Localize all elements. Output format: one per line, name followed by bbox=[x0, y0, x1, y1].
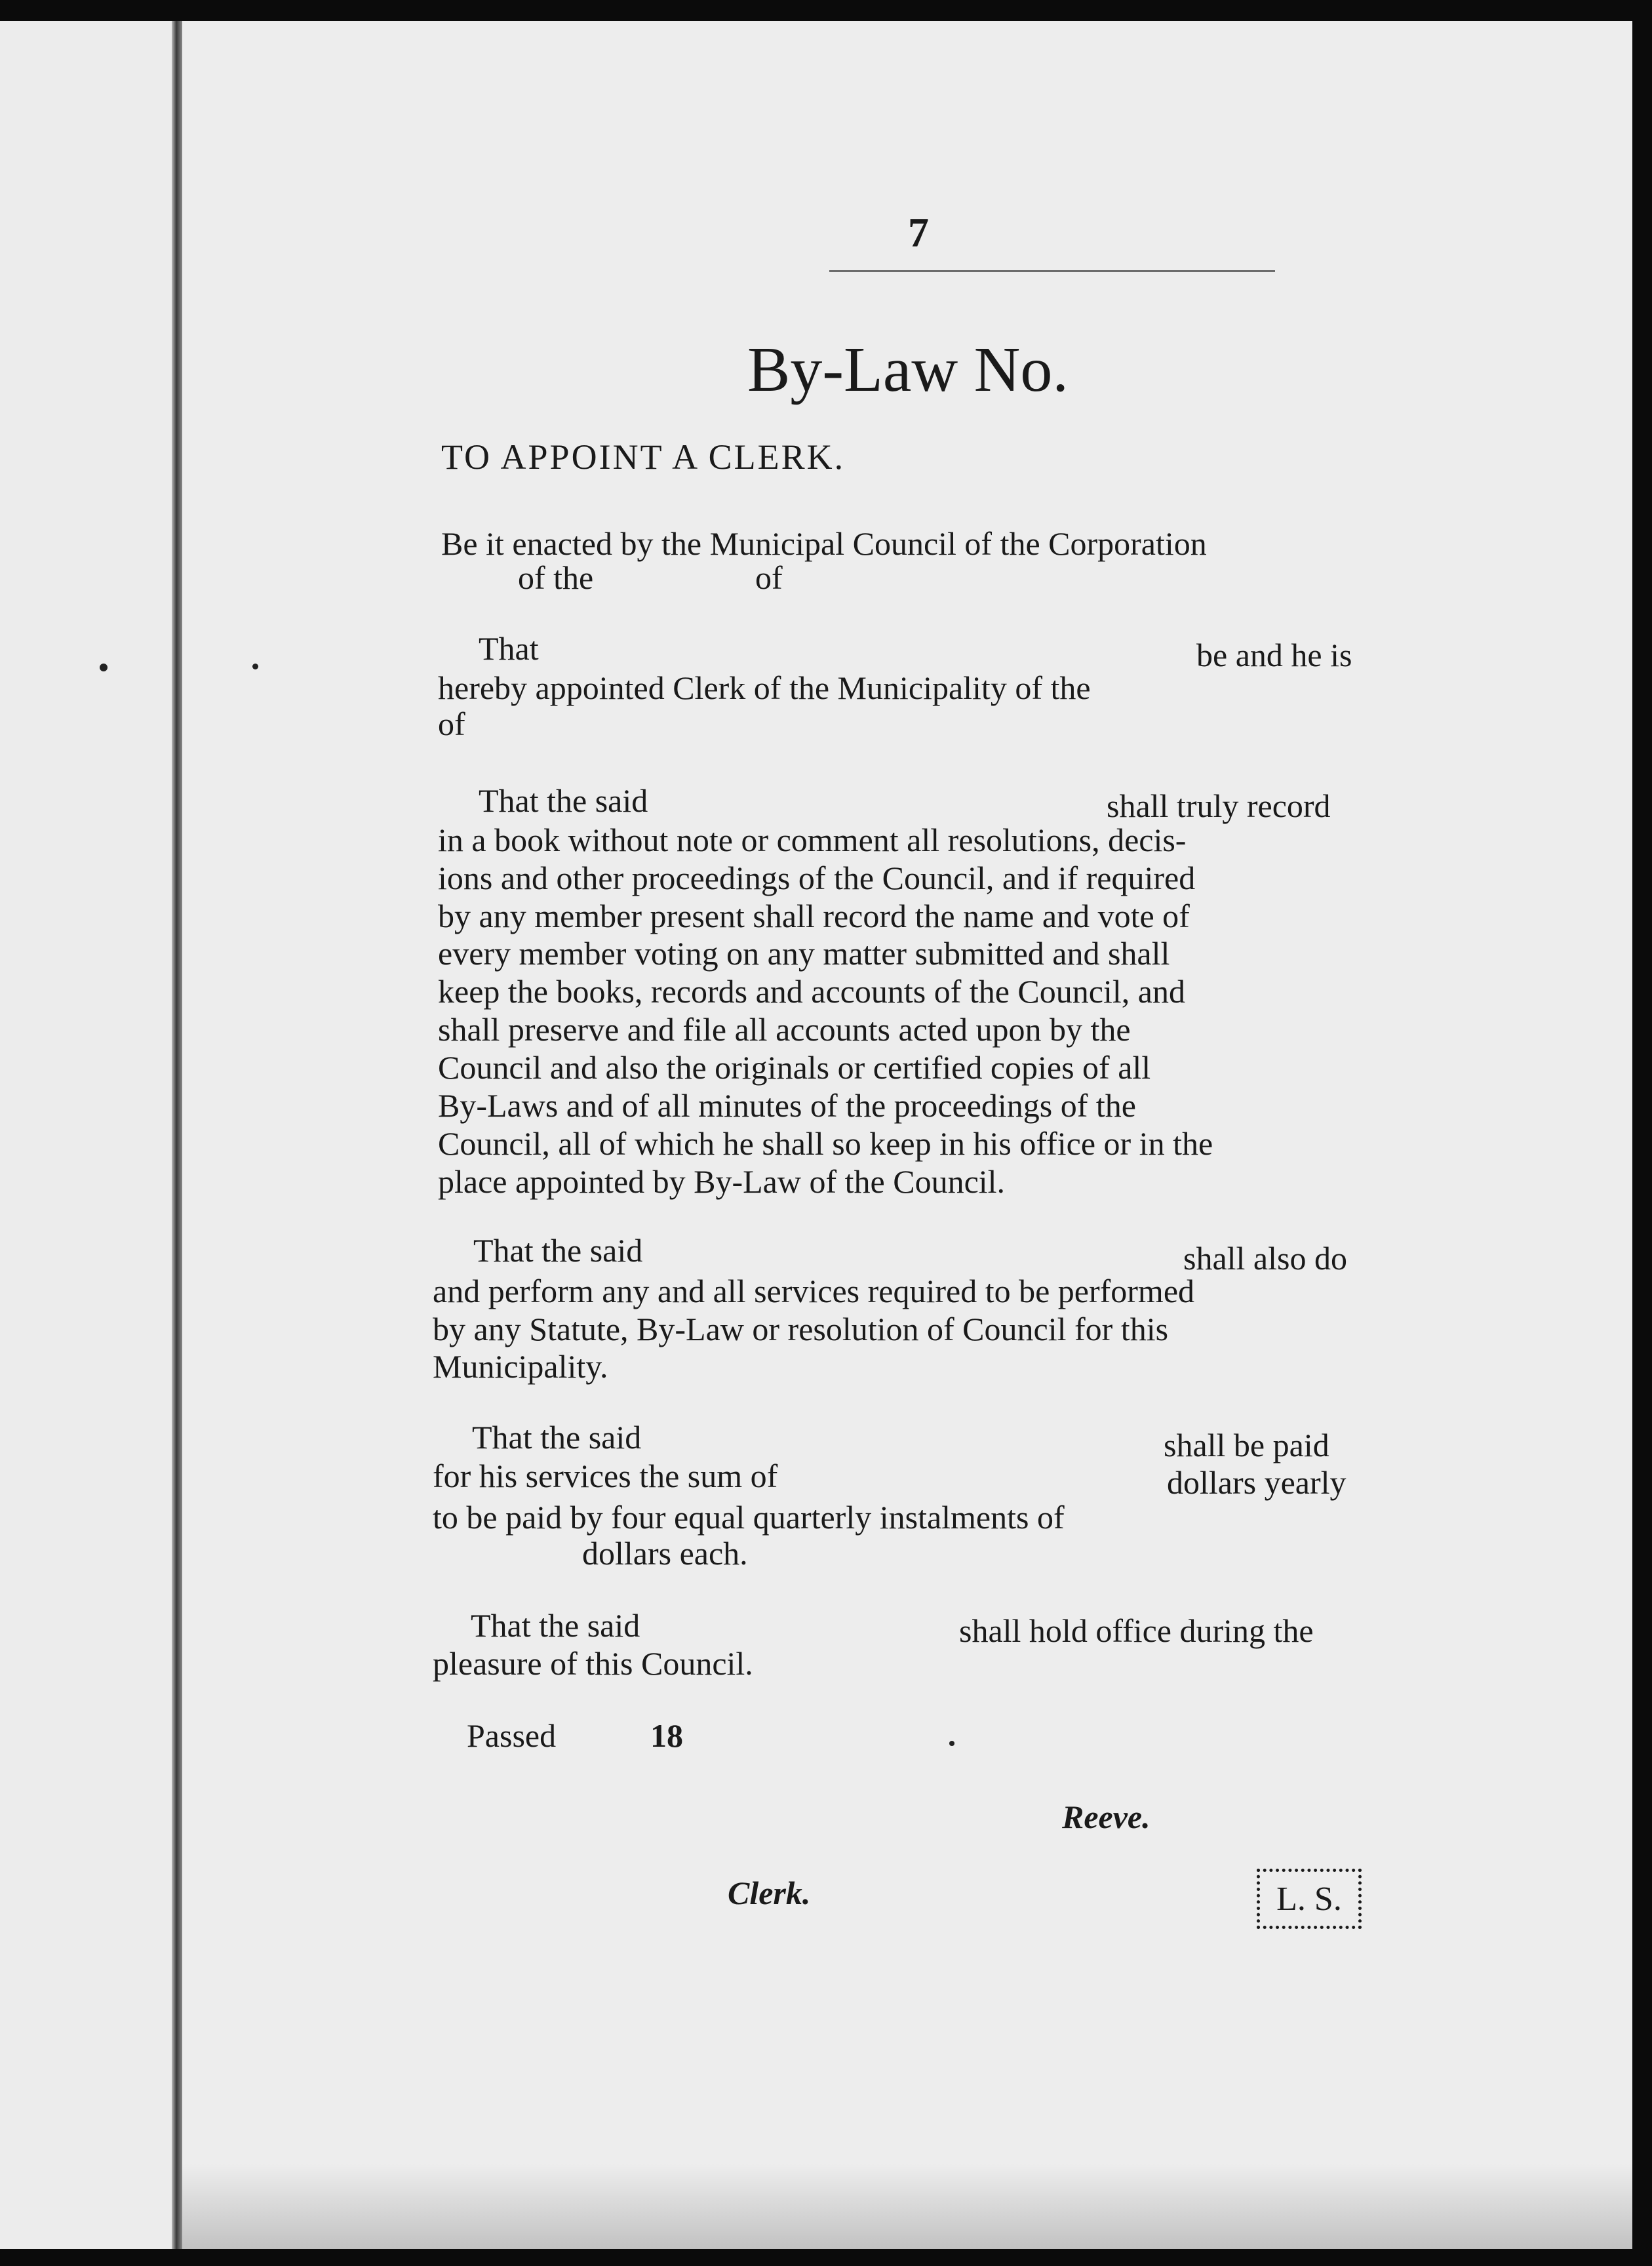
passed-year: 18 bbox=[650, 1717, 683, 1754]
text-line: That the said bbox=[473, 1232, 643, 1269]
page-number: 7 bbox=[908, 209, 929, 256]
subtitle: TO APPOINT A CLERK. bbox=[441, 437, 846, 477]
page-shadow bbox=[182, 2164, 1632, 2249]
text-line: Be it enacted by the Municipal Council of the Corporation bbox=[441, 525, 1207, 562]
text-line: That bbox=[479, 630, 539, 667]
text-line: ions and other proceedings of the Council, and if required bbox=[438, 860, 1196, 896]
text-line: That the said bbox=[472, 1419, 642, 1456]
page-title: By-Law No. bbox=[747, 334, 1069, 405]
text-line: and perform any and all services required to be performed bbox=[433, 1273, 1195, 1309]
text-line: shall hold office during the bbox=[959, 1612, 1314, 1649]
ink-speck bbox=[252, 664, 258, 669]
text-line: keep the books, records and accounts of the Council, and bbox=[438, 973, 1185, 1010]
text-line: shall be paid bbox=[1164, 1427, 1329, 1463]
ink-speck bbox=[949, 1741, 954, 1746]
text-line: By-Laws and of all minutes of the proceedings of the bbox=[438, 1087, 1136, 1124]
passed-label: Passed bbox=[467, 1717, 557, 1754]
text-line: be and he is bbox=[1196, 637, 1352, 673]
text-line: in a book without note or comment all resolutions, decis- bbox=[438, 822, 1187, 858]
text-line: shall truly record bbox=[1107, 787, 1331, 824]
text-line: dollars each. bbox=[582, 1535, 748, 1572]
text-line: place appointed by By-Law of the Council. bbox=[438, 1163, 1006, 1200]
clerk-signature-line: Clerk. bbox=[728, 1875, 811, 1911]
reeve-signature-line: Reeve. bbox=[1062, 1799, 1150, 1835]
ink-speck bbox=[100, 664, 108, 671]
seal-box bbox=[1257, 1869, 1362, 1929]
text-line: by any Statute, By-Law or resolution of Council for this bbox=[433, 1311, 1169, 1347]
scan-border-top bbox=[0, 0, 1652, 21]
text-line: hereby appointed Clerk of the Municipality of the bbox=[438, 669, 1091, 706]
scan-border-bottom bbox=[0, 2249, 1652, 2266]
text-line: of bbox=[755, 559, 783, 596]
text-line: dollars yearly bbox=[1167, 1464, 1347, 1501]
left-page-edge bbox=[0, 20, 174, 2249]
text-line: to be paid by four equal quarterly instalments of bbox=[433, 1499, 1065, 1536]
seal-label: L. S. bbox=[1276, 1880, 1342, 1918]
scan-border-right bbox=[1632, 0, 1652, 2266]
book-gutter bbox=[172, 20, 182, 2249]
text-line: of bbox=[438, 706, 465, 742]
text-line: Municipality. bbox=[433, 1348, 608, 1385]
text-line: shall also do bbox=[1183, 1240, 1347, 1277]
text-line: Council, all of which he shall so keep in his office or in the bbox=[438, 1125, 1213, 1162]
text-line: every member voting on any matter submitted and shall bbox=[438, 935, 1170, 972]
text-line: Council and also the originals or certified copies of all bbox=[438, 1049, 1151, 1086]
text-line: by any member present shall record the name and vote of bbox=[438, 898, 1190, 934]
text-line: That the said bbox=[479, 782, 648, 819]
text-line: shall preserve and file all accounts acted upon by the bbox=[438, 1011, 1131, 1048]
text-line: for his services the sum of bbox=[433, 1458, 778, 1494]
text-line: pleasure of this Council. bbox=[433, 1645, 753, 1682]
header-rule bbox=[829, 270, 1275, 272]
text-line: of the bbox=[518, 559, 594, 596]
text-line: That the said bbox=[471, 1607, 640, 1644]
